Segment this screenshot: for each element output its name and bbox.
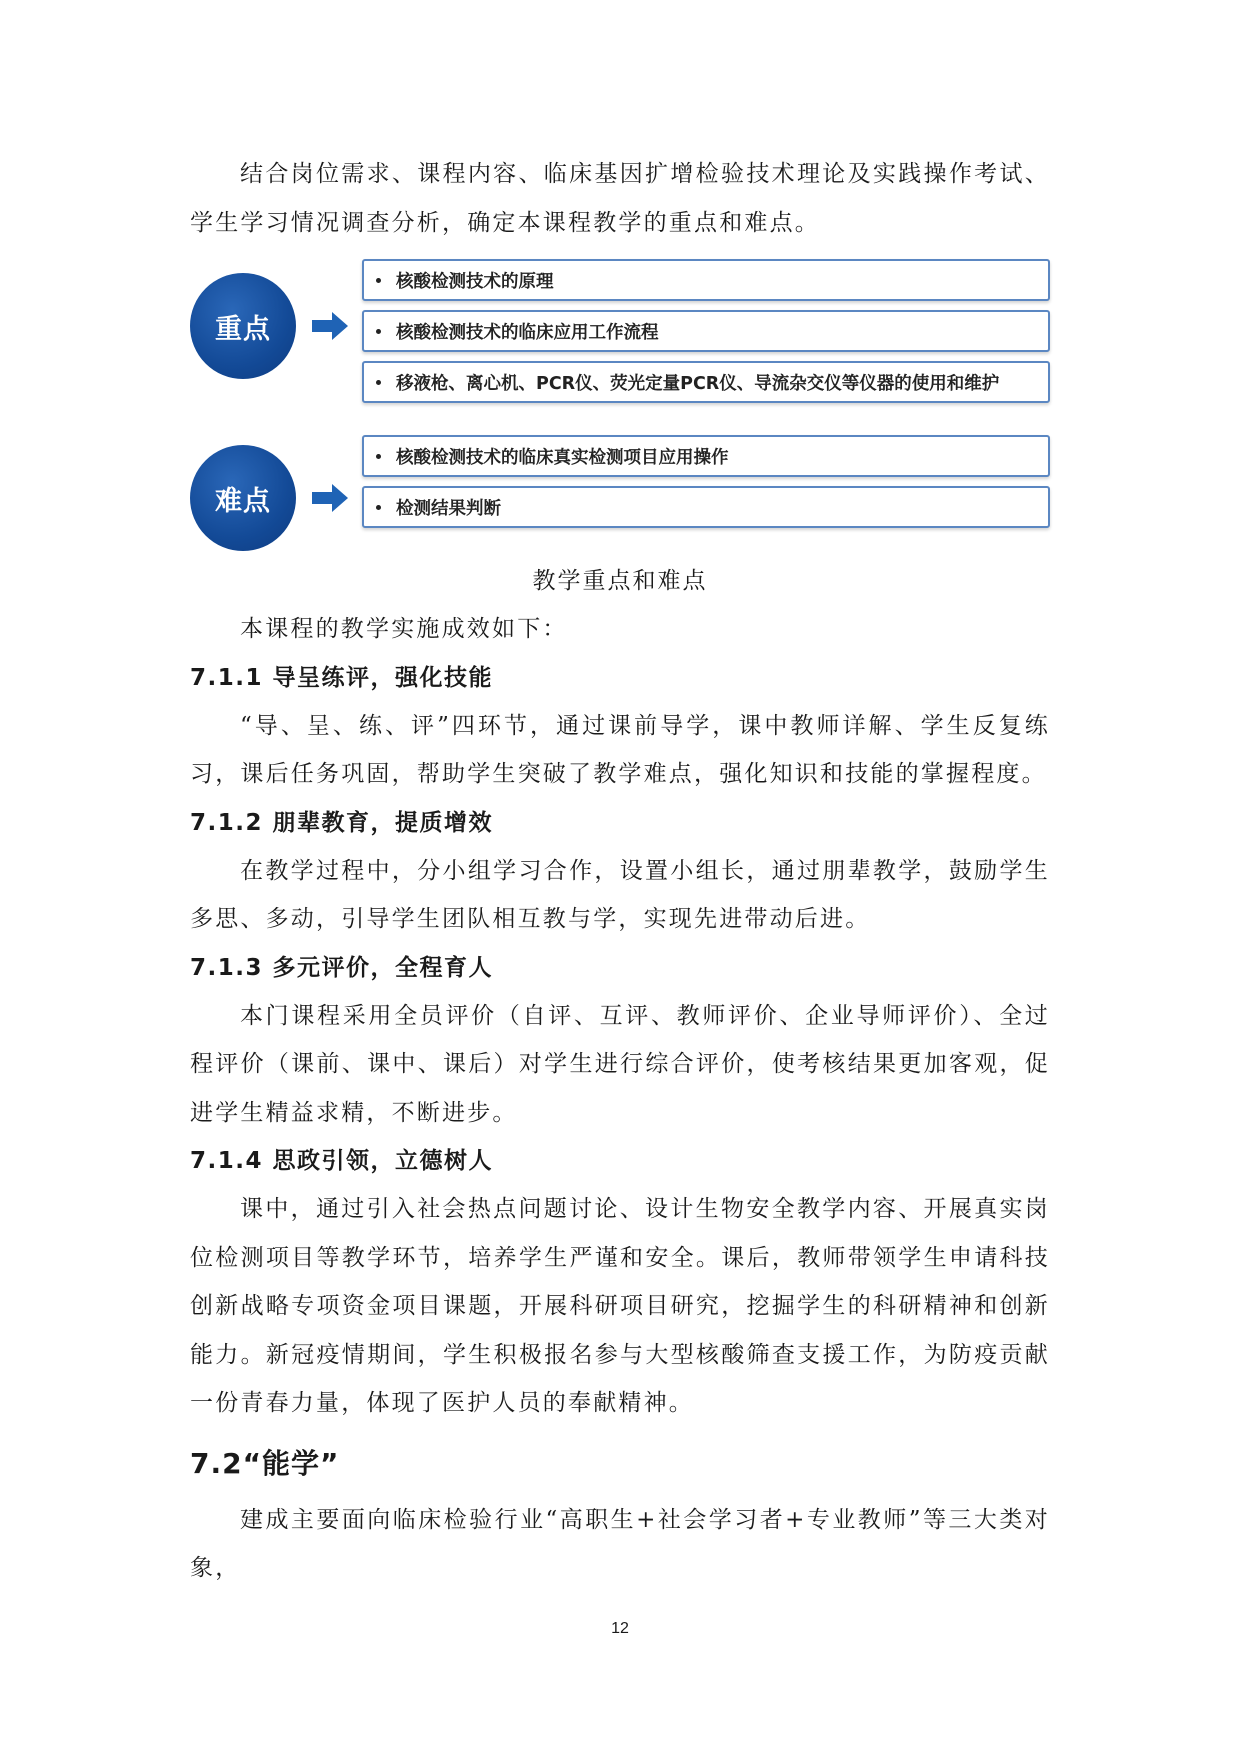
section-heading-714: 7.1.4 思政引领，立德树人 xyxy=(190,1148,493,1174)
section-paragraph-713: 本门课程采用全员评价（自评、互评、教师评价、企业导师评价）、全过程评价（课前、课中、课后）对学生进行综合评价，使考核结果更加客观，促进学生精益求精，不断进步。 xyxy=(190,1002,1050,1126)
key-point-item: 核酸检测技术的原理 xyxy=(362,259,1050,301)
bullet-icon xyxy=(376,454,381,459)
intro-paragraph: 结合岗位需求、课程内容、临床基因扩增检验技术理论及实践操作考试、学生学习情况调查分析，确定本课程教学的重点和难点。 xyxy=(190,161,1050,236)
page-body xyxy=(190,150,1050,1593)
key-point-item: 核酸检测技术的临床应用工作流程 xyxy=(362,310,1050,352)
right-arrow-icon xyxy=(312,483,348,513)
key-point-item: 移液枪、离心机、PCR仪、荧光定量PCR仪、导流杂交仪等仪器的使用和维护 xyxy=(362,361,1050,403)
section-paragraph-714: 课中，通过引入社会热点问题讨论、设计生物安全教学内容、开展真实岗位检测项目等教学环节，培养学生严谨和安全。课后，教师带领学生申请科技创新战略专项资金项目课题，开展科研项目研究，挖掘学生的科研精神和创新能力。新冠疫情期间，学生积极报名参与大型核酸筛查支援工作，为防疫贡献一份青春力量，体现了医护人员的奉献精神。 xyxy=(190,1196,1050,1416)
key-points-circle: 重点 xyxy=(190,273,296,379)
difficulty-item: 核酸检测技术的临床真实检测项目应用操作 xyxy=(362,435,1050,477)
section-paragraph-712: 在教学过程中，分小组学习合作，设置小组长，通过朋辈教学，鼓励学生多思、多动，引导学生团队相互教与学，实现先进带动后进。 xyxy=(190,857,1050,932)
key-difficulty-figure xyxy=(190,257,1050,557)
section-heading-711: 7.1.1 导呈练评，强化技能 xyxy=(190,664,493,691)
section-paragraph-72: 建成主要面向临床检验行业“高职生+社会学习者+专业教师”等三大类对象， xyxy=(190,1506,1050,1581)
bullet-icon xyxy=(376,505,381,510)
page-number: 12 xyxy=(611,1620,629,1637)
section-heading-72: 7.2“能学” xyxy=(190,1446,340,1480)
section-heading-713: 7.1.3 多元评价，全程育人 xyxy=(190,954,493,981)
difficulties-list xyxy=(362,435,1050,537)
right-arrow-icon xyxy=(312,311,348,341)
key-points-list xyxy=(362,259,1050,412)
bullet-icon xyxy=(376,329,381,334)
bullet-icon xyxy=(376,380,381,385)
effect-intro: 本课程的教学实施成效如下： xyxy=(240,616,568,642)
difficulty-item: 检测结果判断 xyxy=(362,486,1050,528)
section-heading-712: 7.1.2 朋辈教育，提质增效 xyxy=(190,809,493,836)
figure-caption: 教学重点和难点 xyxy=(532,568,708,594)
section-paragraph-711: “导、呈、练、评”四环节，通过课前导学，课中教师详解、学生反复练习，课后任务巩固，帮助学生突破了教学难点，强化知识和技能的掌握程度。 xyxy=(190,712,1050,787)
difficulties-circle: 难点 xyxy=(190,445,296,551)
bullet-icon xyxy=(376,278,381,283)
